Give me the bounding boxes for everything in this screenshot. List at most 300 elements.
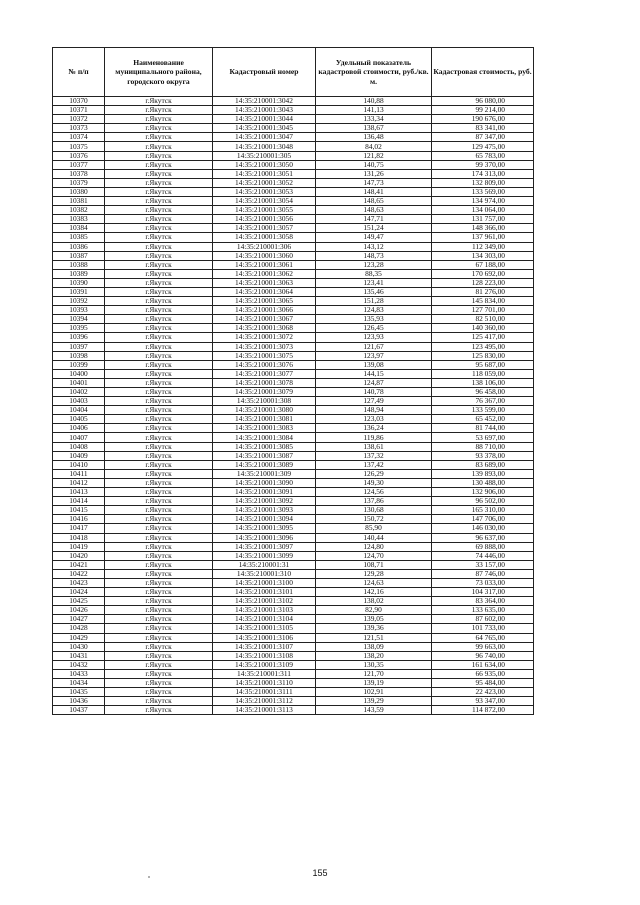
cadastral-number-cell: 14:35:210001:305 — [213, 151, 316, 160]
cadastral-value-cell: 81 744,00 — [432, 424, 534, 433]
cadastral-value-cell: 132 906,00 — [432, 488, 534, 497]
row-number-cell: 10410 — [53, 460, 105, 469]
cadastral-value-cell: 161 634,00 — [432, 660, 534, 669]
cadastral-number-cell: 14:35:210001:3103 — [213, 606, 316, 615]
cadastral-value-cell: 139 893,00 — [432, 469, 534, 478]
specific-value-cell: 136,24 — [316, 424, 432, 433]
table-row — [53, 369, 534, 378]
cadastral-value-cell: 133 569,00 — [432, 187, 534, 196]
table-row — [53, 533, 534, 542]
row-number-cell: 10420 — [53, 551, 105, 560]
specific-value-cell: 127,49 — [316, 397, 432, 406]
cadastral-value-cell: 76 367,00 — [432, 397, 534, 406]
municipality-cell: г.Якутск — [105, 706, 213, 715]
cadastral-number-cell: 14:35:210001:3084 — [213, 433, 316, 442]
cadastral-value-cell: 64 765,00 — [432, 633, 534, 642]
municipality-cell: г.Якутск — [105, 251, 213, 260]
specific-value-cell: 123,41 — [316, 278, 432, 287]
specific-value-cell: 124,63 — [316, 578, 432, 587]
table-row — [53, 606, 534, 615]
specific-value-cell: 148,73 — [316, 251, 432, 260]
cadastral-value-cell: 83 689,00 — [432, 460, 534, 469]
row-number-cell: 10379 — [53, 178, 105, 187]
header-row-number: № п/п — [53, 48, 105, 97]
row-number-cell: 10375 — [53, 142, 105, 151]
cadastral-value-cell: 69 888,00 — [432, 542, 534, 551]
cadastral-number-cell: 14:35:210001:3096 — [213, 533, 316, 542]
cadastral-value-cell: 96 502,00 — [432, 497, 534, 506]
specific-value-cell: 138,67 — [316, 124, 432, 133]
cadastral-number-cell: 14:35:210001:3110 — [213, 679, 316, 688]
municipality-cell: г.Якутск — [105, 560, 213, 569]
specific-value-cell: 138,61 — [316, 442, 432, 451]
cadastral-number-cell: 14:35:210001:3058 — [213, 233, 316, 242]
cadastral-value-cell: 148 366,00 — [432, 224, 534, 233]
municipality-cell: г.Якутск — [105, 160, 213, 169]
row-number-cell: 10411 — [53, 469, 105, 478]
municipality-cell: г.Якутск — [105, 597, 213, 606]
specific-value-cell: 151,28 — [316, 297, 432, 306]
cadastral-value-cell: 93 378,00 — [432, 451, 534, 460]
table-row — [53, 633, 534, 642]
cadastral-value-cell: 99 663,00 — [432, 642, 534, 651]
cadastral-number-cell: 14:35:210001:3104 — [213, 615, 316, 624]
specific-value-cell: 124,70 — [316, 551, 432, 560]
specific-value-cell: 140,75 — [316, 160, 432, 169]
municipality-cell: г.Якутск — [105, 306, 213, 315]
table-row — [53, 160, 534, 169]
table-row — [53, 360, 534, 369]
cadastral-value-cell: 87 347,00 — [432, 133, 534, 142]
cadastral-value-cell: 131 757,00 — [432, 215, 534, 224]
row-number-cell: 10431 — [53, 651, 105, 660]
cadastral-value-cell: 125 417,00 — [432, 333, 534, 342]
table-row — [53, 151, 534, 160]
row-number-cell: 10419 — [53, 542, 105, 551]
cadastral-value-cell: 123 495,00 — [432, 342, 534, 351]
specific-value-cell: 138,02 — [316, 597, 432, 606]
cadastral-value-table — [52, 47, 534, 715]
specific-value-cell: 148,65 — [316, 197, 432, 206]
municipality-cell: г.Якутск — [105, 460, 213, 469]
cadastral-number-cell: 14:35:210001:3111 — [213, 688, 316, 697]
municipality-cell: г.Якутск — [105, 269, 213, 278]
cadastral-value-cell: 138 106,00 — [432, 378, 534, 387]
cadastral-number-cell: 14:35:210001:3105 — [213, 624, 316, 633]
municipality-cell: г.Якутск — [105, 178, 213, 187]
cadastral-number-cell: 14:35:210001:3068 — [213, 324, 316, 333]
table-row — [53, 433, 534, 442]
specific-value-cell: 137,86 — [316, 497, 432, 506]
row-number-cell: 10437 — [53, 706, 105, 715]
cadastral-value-cell: 137 961,00 — [432, 233, 534, 242]
table-row — [53, 706, 534, 715]
cadastral-value-cell: 74 446,00 — [432, 551, 534, 560]
specific-value-cell: 82,90 — [316, 606, 432, 615]
specific-value-cell: 124,83 — [316, 306, 432, 315]
table-row — [53, 569, 534, 578]
row-number-cell: 10409 — [53, 451, 105, 460]
municipality-cell: г.Якутск — [105, 97, 213, 106]
specific-value-cell: 124,56 — [316, 488, 432, 497]
table-row — [53, 115, 534, 124]
table-row — [53, 178, 534, 187]
specific-value-cell: 124,80 — [316, 542, 432, 551]
cadastral-value-cell: 83 364,00 — [432, 597, 534, 606]
specific-value-cell: 138,09 — [316, 642, 432, 651]
row-number-cell: 10371 — [53, 106, 105, 115]
table-row — [53, 497, 534, 506]
scan-artifact-dot — [148, 876, 150, 878]
specific-value-cell: 148,41 — [316, 187, 432, 196]
cadastral-number-cell: 14:35:210001:3047 — [213, 133, 316, 142]
cadastral-number-cell: 14:35:210001:3055 — [213, 206, 316, 215]
cadastral-value-cell: 174 313,00 — [432, 169, 534, 178]
municipality-cell: г.Якутск — [105, 297, 213, 306]
table-row — [53, 106, 534, 115]
specific-value-cell: 135,93 — [316, 315, 432, 324]
table-row — [53, 406, 534, 415]
row-number-cell: 10412 — [53, 478, 105, 487]
table-row — [53, 488, 534, 497]
municipality-cell: г.Якутск — [105, 224, 213, 233]
cadastral-number-cell: 14:35:210001:3044 — [213, 115, 316, 124]
cadastral-number-cell: 14:35:210001:3062 — [213, 269, 316, 278]
table-row — [53, 669, 534, 678]
cadastral-value-cell: 96 080,00 — [432, 97, 534, 106]
municipality-cell: г.Якутск — [105, 506, 213, 515]
table-row — [53, 97, 534, 106]
row-number-cell: 10376 — [53, 151, 105, 160]
cadastral-number-cell: 14:35:210001:3053 — [213, 187, 316, 196]
row-number-cell: 10398 — [53, 351, 105, 360]
cadastral-value-cell: 134 974,00 — [432, 197, 534, 206]
municipality-cell: г.Якутск — [105, 697, 213, 706]
cadastral-value-cell: 190 676,00 — [432, 115, 534, 124]
cadastral-number-cell: 14:35:210001:308 — [213, 397, 316, 406]
table-row — [53, 215, 534, 224]
table-row — [53, 460, 534, 469]
cadastral-value-cell: 133 599,00 — [432, 406, 534, 415]
row-number-cell: 10406 — [53, 424, 105, 433]
cadastral-number-cell: 14:35:210001:3076 — [213, 360, 316, 369]
municipality-cell: г.Якутск — [105, 415, 213, 424]
row-number-cell: 10385 — [53, 233, 105, 242]
cadastral-number-cell: 14:35:210001:3060 — [213, 251, 316, 260]
cadastral-number-cell: 14:35:210001:3065 — [213, 297, 316, 306]
row-number-cell: 10372 — [53, 115, 105, 124]
specific-value-cell: 108,71 — [316, 560, 432, 569]
municipality-cell: г.Якутск — [105, 551, 213, 560]
specific-value-cell: 130,35 — [316, 660, 432, 669]
cadastral-value-cell: 99 370,00 — [432, 160, 534, 169]
row-number-cell: 10388 — [53, 260, 105, 269]
cadastral-number-cell: 14:35:210001:3054 — [213, 197, 316, 206]
row-number-cell: 10435 — [53, 688, 105, 697]
municipality-cell: г.Якутск — [105, 360, 213, 369]
cadastral-value-cell: 65 452,00 — [432, 415, 534, 424]
row-number-cell: 10378 — [53, 169, 105, 178]
cadastral-value-cell: 88 710,00 — [432, 442, 534, 451]
row-number-cell: 10403 — [53, 397, 105, 406]
cadastral-value-cell: 95 687,00 — [432, 360, 534, 369]
cadastral-value-cell: 83 341,00 — [432, 124, 534, 133]
row-number-cell: 10436 — [53, 697, 105, 706]
table-row — [53, 615, 534, 624]
cadastral-value-cell: 22 423,00 — [432, 688, 534, 697]
municipality-cell: г.Якутск — [105, 278, 213, 287]
municipality-cell: г.Якутск — [105, 133, 213, 142]
municipality-cell: г.Якутск — [105, 433, 213, 442]
municipality-cell: г.Якутск — [105, 488, 213, 497]
table-row — [53, 506, 534, 515]
cadastral-number-cell: 14:35:210001:3042 — [213, 97, 316, 106]
specific-value-cell: 140,88 — [316, 97, 432, 106]
cadastral-number-cell: 14:35:210001:3108 — [213, 651, 316, 660]
cadastral-number-cell: 14:35:210001:3066 — [213, 306, 316, 315]
table-row — [53, 469, 534, 478]
table-row — [53, 269, 534, 278]
header-cadastral-number: Кадастровый номер — [213, 48, 316, 97]
specific-value-cell: 102,91 — [316, 688, 432, 697]
municipality-cell: г.Якутск — [105, 578, 213, 587]
row-number-cell: 10394 — [53, 315, 105, 324]
row-number-cell: 10395 — [53, 324, 105, 333]
table-body — [53, 97, 534, 715]
row-number-cell: 10428 — [53, 624, 105, 633]
specific-value-cell: 148,63 — [316, 206, 432, 215]
cadastral-number-cell: 14:35:210001:3097 — [213, 542, 316, 551]
municipality-cell: г.Якутск — [105, 679, 213, 688]
table-row — [53, 588, 534, 597]
cadastral-value-cell: 125 830,00 — [432, 351, 534, 360]
page-number: 155 — [312, 868, 328, 878]
table-row — [53, 478, 534, 487]
cadastral-value-cell: 127 701,00 — [432, 306, 534, 315]
table-row — [53, 660, 534, 669]
cadastral-value-cell: 146 030,00 — [432, 524, 534, 533]
specific-value-cell: 137,42 — [316, 460, 432, 469]
municipality-cell: г.Якутск — [105, 369, 213, 378]
table-row — [53, 551, 534, 560]
table-row — [53, 424, 534, 433]
municipality-cell: г.Якутск — [105, 515, 213, 524]
specific-value-cell: 149,30 — [316, 478, 432, 487]
specific-value-cell: 123,97 — [316, 351, 432, 360]
cadastral-value-cell: 132 809,00 — [432, 178, 534, 187]
table-row — [53, 133, 534, 142]
cadastral-number-cell: 14:35:210001:3078 — [213, 378, 316, 387]
table-row — [53, 197, 534, 206]
municipality-cell: г.Якутск — [105, 169, 213, 178]
cadastral-value-cell: 87 746,00 — [432, 569, 534, 578]
table-row — [53, 169, 534, 178]
specific-value-cell: 123,03 — [316, 415, 432, 424]
cadastral-number-cell: 14:35:210001:3099 — [213, 551, 316, 560]
row-number-cell: 10423 — [53, 578, 105, 587]
specific-value-cell: 121,67 — [316, 342, 432, 351]
row-number-cell: 10415 — [53, 506, 105, 515]
cadastral-number-cell: 14:35:210001:3090 — [213, 478, 316, 487]
municipality-cell: г.Якутск — [105, 651, 213, 660]
specific-value-cell: 140,44 — [316, 533, 432, 542]
cadastral-number-cell: 14:35:210001:3085 — [213, 442, 316, 451]
municipality-cell: г.Якутск — [105, 424, 213, 433]
row-number-cell: 10407 — [53, 433, 105, 442]
row-number-cell: 10432 — [53, 660, 105, 669]
table-row — [53, 306, 534, 315]
row-number-cell: 10397 — [53, 342, 105, 351]
cadastral-number-cell: 14:35:210001:3101 — [213, 588, 316, 597]
cadastral-value-cell: 96 637,00 — [432, 533, 534, 542]
table-row — [53, 578, 534, 587]
row-number-cell: 10392 — [53, 297, 105, 306]
cadastral-value-cell: 129 475,00 — [432, 142, 534, 151]
row-number-cell: 10377 — [53, 160, 105, 169]
row-number-cell: 10389 — [53, 269, 105, 278]
cadastral-value-cell: 118 059,00 — [432, 369, 534, 378]
cadastral-number-cell: 14:35:210001:3106 — [213, 633, 316, 642]
specific-value-cell: 130,68 — [316, 506, 432, 515]
cadastral-number-cell: 14:35:210001:3094 — [213, 515, 316, 524]
table-row — [53, 679, 534, 688]
specific-value-cell: 139,05 — [316, 615, 432, 624]
table-row — [53, 642, 534, 651]
cadastral-number-cell: 14:35:210001:311 — [213, 669, 316, 678]
table-row — [53, 351, 534, 360]
specific-value-cell: 131,26 — [316, 169, 432, 178]
cadastral-value-cell: 96 740,00 — [432, 651, 534, 660]
municipality-cell: г.Якутск — [105, 260, 213, 269]
table-row — [53, 315, 534, 324]
table-row — [53, 597, 534, 606]
row-number-cell: 10382 — [53, 206, 105, 215]
cadastral-number-cell: 14:35:210001:3056 — [213, 215, 316, 224]
cadastral-number-cell: 14:35:210001:3045 — [213, 124, 316, 133]
cadastral-number-cell: 14:35:210001:3112 — [213, 697, 316, 706]
cadastral-value-cell: 134 064,00 — [432, 206, 534, 215]
cadastral-number-cell: 14:35:210001:3107 — [213, 642, 316, 651]
cadastral-value-cell: 73 033,00 — [432, 578, 534, 587]
cadastral-value-cell: 95 484,00 — [432, 679, 534, 688]
table-row — [53, 651, 534, 660]
row-number-cell: 10396 — [53, 333, 105, 342]
cadastral-number-cell: 14:35:210001:3079 — [213, 388, 316, 397]
municipality-cell: г.Якутск — [105, 342, 213, 351]
specific-value-cell: 135,46 — [316, 287, 432, 296]
municipality-cell: г.Якутск — [105, 624, 213, 633]
specific-value-cell: 137,32 — [316, 451, 432, 460]
municipality-cell: г.Якутск — [105, 242, 213, 251]
table-row — [53, 142, 534, 151]
specific-value-cell: 138,20 — [316, 651, 432, 660]
cadastral-value-cell: 87 602,00 — [432, 615, 534, 624]
cadastral-value-cell: 134 303,00 — [432, 251, 534, 260]
cadastral-value-cell: 101 733,00 — [432, 624, 534, 633]
municipality-cell: г.Якутск — [105, 233, 213, 242]
table-row — [53, 342, 534, 351]
table-row — [53, 415, 534, 424]
cadastral-number-cell: 14:35:210001:3100 — [213, 578, 316, 587]
cadastral-value-cell: 67 188,00 — [432, 260, 534, 269]
row-number-cell: 10380 — [53, 187, 105, 196]
cadastral-value-cell: 165 310,00 — [432, 506, 534, 515]
table-row — [53, 233, 534, 242]
municipality-cell: г.Якутск — [105, 542, 213, 551]
table-row — [53, 242, 534, 251]
row-number-cell: 10417 — [53, 524, 105, 533]
municipality-cell: г.Якутск — [105, 287, 213, 296]
cadastral-number-cell: 14:35:210001:3061 — [213, 260, 316, 269]
cadastral-number-cell: 14:35:210001:3067 — [213, 315, 316, 324]
municipality-cell: г.Якутск — [105, 324, 213, 333]
table-row — [53, 297, 534, 306]
specific-value-cell: 123,28 — [316, 260, 432, 269]
specific-value-cell: 123,93 — [316, 333, 432, 342]
specific-value-cell: 133,34 — [316, 115, 432, 124]
table-row — [53, 524, 534, 533]
table-row — [53, 287, 534, 296]
specific-value-cell: 121,82 — [316, 151, 432, 160]
specific-value-cell: 124,87 — [316, 378, 432, 387]
table-row — [53, 206, 534, 215]
cadastral-value-cell: 130 488,00 — [432, 478, 534, 487]
cadastral-number-cell: 14:35:210001:3073 — [213, 342, 316, 351]
cadastral-value-cell: 147 706,00 — [432, 515, 534, 524]
specific-value-cell: 136,48 — [316, 133, 432, 142]
municipality-cell: г.Якутск — [105, 688, 213, 697]
municipality-cell: г.Якутск — [105, 442, 213, 451]
cadastral-number-cell: 14:35:210001:3077 — [213, 369, 316, 378]
specific-value-cell: 119,86 — [316, 433, 432, 442]
table-row — [53, 515, 534, 524]
specific-value-cell: 126,29 — [316, 469, 432, 478]
specific-value-cell: 129,28 — [316, 569, 432, 578]
cadastral-value-cell: 170 692,00 — [432, 269, 534, 278]
specific-value-cell: 151,24 — [316, 224, 432, 233]
municipality-cell: г.Якутск — [105, 351, 213, 360]
row-number-cell: 10390 — [53, 278, 105, 287]
row-number-cell: 10425 — [53, 597, 105, 606]
specific-value-cell: 140,78 — [316, 388, 432, 397]
specific-value-cell: 139,29 — [316, 697, 432, 706]
cadastral-value-cell: 145 834,00 — [432, 297, 534, 306]
specific-value-cell: 139,36 — [316, 624, 432, 633]
table-row — [53, 224, 534, 233]
cadastral-number-cell: 14:35:210001:3083 — [213, 424, 316, 433]
municipality-cell: г.Якутск — [105, 497, 213, 506]
cadastral-value-cell: 128 223,00 — [432, 278, 534, 287]
row-number-cell: 10408 — [53, 442, 105, 451]
cadastral-number-cell: 14:35:210001:309 — [213, 469, 316, 478]
cadastral-value-cell: 96 458,00 — [432, 388, 534, 397]
municipality-cell: г.Якутск — [105, 588, 213, 597]
table-row — [53, 697, 534, 706]
cadastral-number-cell: 14:35:210001:3072 — [213, 333, 316, 342]
row-number-cell: 10373 — [53, 124, 105, 133]
specific-value-cell: 121,70 — [316, 669, 432, 678]
cadastral-number-cell: 14:35:210001:3064 — [213, 287, 316, 296]
municipality-cell: г.Якутск — [105, 115, 213, 124]
specific-value-cell: 88,35 — [316, 269, 432, 278]
cadastral-number-cell: 14:35:210001:3075 — [213, 351, 316, 360]
municipality-cell: г.Якутск — [105, 142, 213, 151]
municipality-cell: г.Якутск — [105, 397, 213, 406]
specific-value-cell: 141,13 — [316, 106, 432, 115]
row-number-cell: 10391 — [53, 287, 105, 296]
specific-value-cell: 84,02 — [316, 142, 432, 151]
municipality-cell: г.Якутск — [105, 642, 213, 651]
